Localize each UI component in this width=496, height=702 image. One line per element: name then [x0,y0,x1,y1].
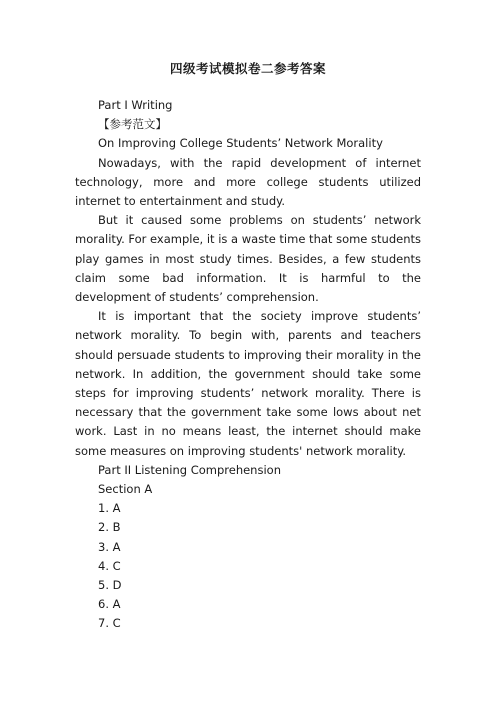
essay-paragraph-2: But it caused some problems on students’ network morality. For example, it is a waste time that some students play games in most study times. Besides, a few students claim some bad information. It is harmful to the development of students’ comprehension. [75,213,421,305]
answer-item: 4. C [98,558,121,573]
part1-heading: Part I Writing [98,98,173,112]
document-page [75,60,421,634]
essay-paragraph-3: It is important that the society improve students’ network morality. To begin with, parents and teachers should persuade students to improving their morality in the network. In addition, the government should take some steps for improving students’ network morality. There is necessary that the government take some lows about net work. Last in no means least, the internet should make some measures on improving students' network morality. [75,309,421,458]
answer-item: 6. A [98,597,121,612]
answer-item: 5. D [98,578,122,593]
answer-item: 7. C [98,616,121,631]
answer-item: 3. A [98,539,121,554]
section-a-heading: Section A [98,482,153,497]
answer-list [75,499,421,633]
essay-paragraph-1: Nowadays, with the rapid development of internet technology, more and more college students utilized internet to entertainment and study. [75,155,421,209]
answer-item: 2. B [98,520,121,535]
answer-item: 1. A [98,501,121,516]
essay-title: On Improving College Students’ Network Morality [98,136,383,151]
reference-essay-label: 【参考范文】 [98,117,167,132]
document-title: 四级考试模拟卷二参考答案 [169,61,326,76]
part2-heading: Part II Listening Comprehension [98,462,281,477]
